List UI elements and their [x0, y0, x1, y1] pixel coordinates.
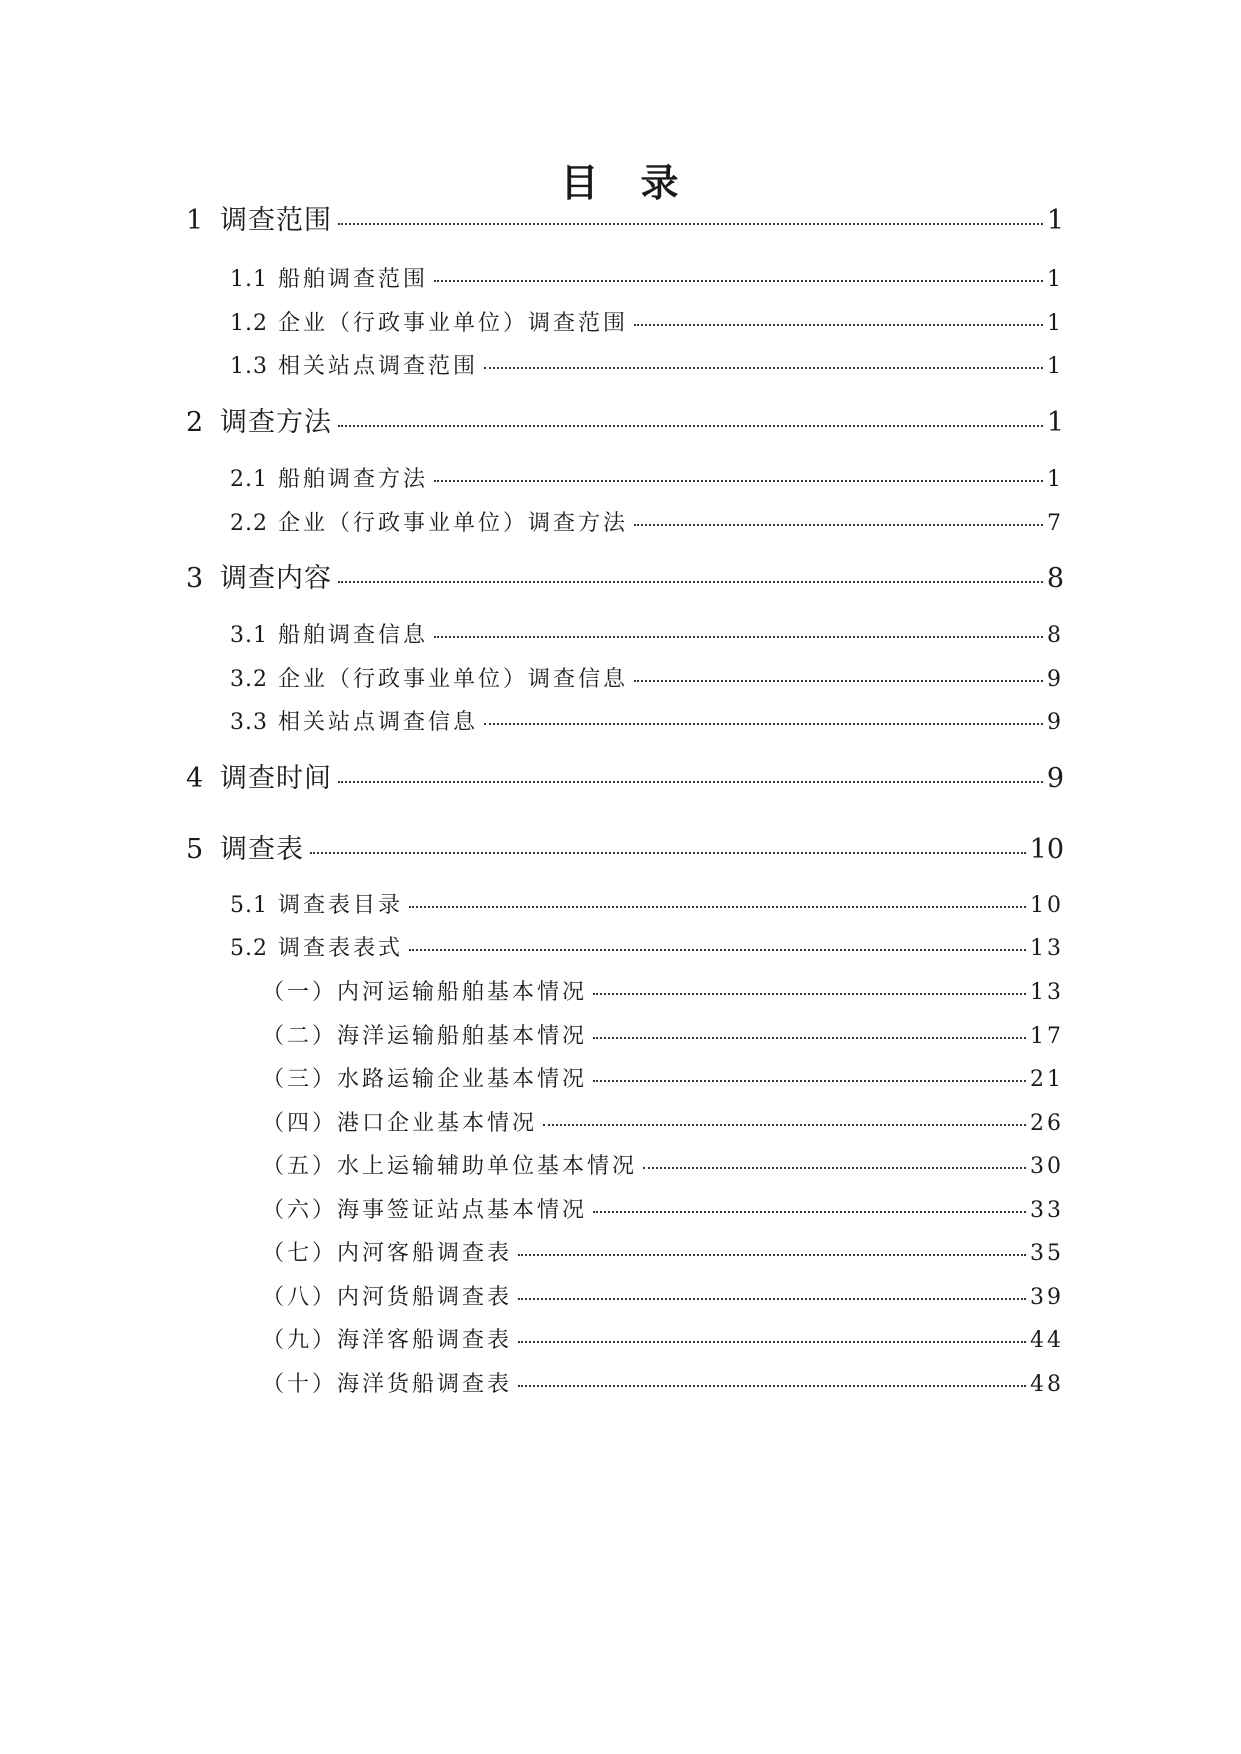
toc-entry-label: （八）内河货船调查表 — [262, 1285, 513, 1310]
toc-entry-label: （五）水上运输辅助单位基本情况 — [262, 1154, 638, 1179]
toc-entry-number: 1 — [186, 205, 204, 236]
toc-entry-label: 调查表 — [220, 834, 304, 865]
toc-entry-page: 1 — [1047, 354, 1064, 379]
toc-entry-page: 13 — [1030, 936, 1064, 961]
toc-entry-3-1[interactable] — [230, 621, 1064, 651]
toc-entry-label: 调查方法 — [220, 407, 332, 438]
toc-entry-5[interactable] — [186, 832, 1064, 868]
dot-leader — [409, 949, 1026, 951]
toc-entry-number: 4 — [186, 763, 204, 794]
toc-entry-3-2[interactable] — [230, 665, 1064, 695]
toc-entry-1-2[interactable] — [230, 309, 1064, 339]
toc-entry-page: 10 — [1029, 834, 1064, 865]
dot-leader — [518, 1298, 1026, 1300]
toc-entry-form-3[interactable] — [262, 1065, 1064, 1095]
toc-entry-number: 3.2 — [230, 667, 268, 692]
toc-entry-label: （三）水路运输企业基本情况 — [262, 1067, 588, 1092]
toc-entry-page: 1 — [1047, 467, 1064, 492]
toc-entry-page: 7 — [1047, 511, 1064, 536]
dot-leader — [518, 1341, 1026, 1343]
toc-entry-1-3[interactable] — [230, 352, 1064, 382]
dot-leader — [593, 1211, 1026, 1213]
toc-entry-label: 企业（行政事业单位）调查范围 — [278, 311, 629, 336]
toc-entry-page: 33 — [1030, 1198, 1064, 1223]
toc-entry-page: 13 — [1030, 980, 1064, 1005]
toc-entry-form-10[interactable] — [262, 1370, 1064, 1400]
toc-entry-page: 17 — [1030, 1024, 1064, 1049]
dot-leader — [484, 723, 1043, 725]
toc-entry-2[interactable] — [186, 405, 1064, 441]
toc-entry-label: 船舶调查范围 — [278, 267, 429, 292]
toc-entry-number: 2.2 — [230, 511, 268, 536]
toc-entry-label: （六）海事签证站点基本情况 — [262, 1198, 588, 1223]
toc-entry-label: （七）内河客船调查表 — [262, 1241, 513, 1266]
toc-entry-number: 1.2 — [230, 311, 268, 336]
toc-entry-label: 企业（行政事业单位）调查方法 — [278, 511, 629, 536]
toc-entry-label: 相关站点调查信息 — [278, 710, 479, 735]
toc-entry-label: （二）海洋运输船舶基本情况 — [262, 1024, 588, 1049]
toc-entry-3-3[interactable] — [230, 708, 1064, 738]
dot-leader — [643, 1167, 1026, 1169]
toc-entry-1-1[interactable] — [230, 265, 1064, 295]
dot-leader — [518, 1385, 1026, 1387]
toc-entry-form-6[interactable] — [262, 1196, 1064, 1226]
toc-entry-4[interactable] — [186, 761, 1064, 797]
toc-entry-page: 35 — [1030, 1241, 1064, 1266]
dot-leader — [593, 1080, 1026, 1082]
toc-entry-2-2[interactable] — [230, 509, 1064, 539]
toc-entry-page: 21 — [1030, 1067, 1064, 1092]
toc-entry-page: 1 — [1046, 205, 1064, 236]
toc-entry-page: 8 — [1046, 563, 1064, 594]
toc-entry-page: 9 — [1046, 763, 1064, 794]
dot-leader — [634, 680, 1043, 682]
toc-entry-number: 1.3 — [230, 354, 268, 379]
toc-entry-number: 2.1 — [230, 467, 268, 492]
toc-entry-form-1[interactable] — [262, 978, 1064, 1008]
toc-entry-number: 5 — [186, 834, 204, 865]
toc-entry-number: 3 — [186, 563, 204, 594]
dot-leader — [634, 524, 1043, 526]
toc-entry-label: 企业（行政事业单位）调查信息 — [278, 667, 629, 692]
dot-leader — [634, 324, 1043, 326]
toc-entry-2-1[interactable] — [230, 465, 1064, 495]
dot-leader — [338, 425, 1043, 427]
toc-entry-label: （一）内河运输船舶基本情况 — [262, 980, 588, 1005]
dot-leader — [338, 581, 1043, 583]
toc-entry-number: 3.3 — [230, 710, 268, 735]
toc-entry-page: 10 — [1030, 893, 1064, 918]
toc-entry-form-2[interactable] — [262, 1022, 1064, 1052]
toc-entry-page: 9 — [1047, 667, 1064, 692]
toc-entry-page: 1 — [1046, 407, 1064, 438]
toc-entry-form-8[interactable] — [262, 1283, 1064, 1313]
toc-entry-form-5[interactable] — [262, 1152, 1064, 1182]
toc-entry-label: 相关站点调查范围 — [278, 354, 479, 379]
dot-leader — [518, 1254, 1026, 1256]
dot-leader — [310, 852, 1026, 854]
toc-entry-page: 1 — [1047, 267, 1064, 292]
toc-entry-page: 8 — [1047, 623, 1064, 648]
toc-entry-label: （四）港口企业基本情况 — [262, 1111, 538, 1136]
toc-entry-label: （十）海洋货船调查表 — [262, 1372, 513, 1397]
dot-leader — [434, 480, 1043, 482]
toc-entry-number: 5.1 — [230, 893, 268, 918]
dot-leader — [484, 367, 1043, 369]
toc-entry-page: 39 — [1030, 1285, 1064, 1310]
toc-entry-page: 9 — [1047, 710, 1064, 735]
dot-leader — [434, 636, 1043, 638]
page-title: 目 录 — [560, 161, 681, 205]
toc-entry-label: 船舶调查信息 — [278, 623, 429, 648]
dot-leader — [338, 223, 1043, 225]
dot-leader — [593, 993, 1026, 995]
toc-entry-5-2[interactable] — [230, 934, 1064, 964]
toc-entry-label: 调查内容 — [220, 563, 332, 594]
dot-leader — [543, 1124, 1026, 1126]
toc-entry-page: 26 — [1030, 1111, 1064, 1136]
toc-entry-page: 1 — [1047, 311, 1064, 336]
toc-entry-label: 调查表表式 — [278, 936, 404, 961]
toc-entry-page: 30 — [1030, 1154, 1064, 1179]
dot-leader — [409, 906, 1026, 908]
toc-entry-page: 44 — [1030, 1328, 1064, 1353]
dot-leader — [593, 1037, 1026, 1039]
toc-entry-5-1[interactable] — [230, 891, 1064, 921]
toc-entry-number: 3.1 — [230, 623, 268, 648]
toc-entry-number: 1.1 — [230, 267, 268, 292]
toc-entry-number: 5.2 — [230, 936, 268, 961]
toc-entry-form-4[interactable] — [262, 1109, 1064, 1139]
toc-entry-1[interactable] — [186, 203, 1064, 239]
toc-entry-label: （九）海洋客船调查表 — [262, 1328, 513, 1353]
dot-leader — [338, 781, 1043, 783]
toc-entry-label: 调查范围 — [220, 205, 332, 236]
toc-entry-label: 调查表目录 — [278, 893, 404, 918]
toc-entry-page: 48 — [1030, 1372, 1064, 1397]
toc-entry-3[interactable] — [186, 561, 1064, 597]
toc-entry-form-7[interactable] — [262, 1239, 1064, 1269]
dot-leader — [434, 280, 1043, 282]
toc-entry-form-9[interactable] — [262, 1326, 1064, 1356]
toc-entry-number: 2 — [186, 407, 204, 438]
toc-entry-label: 调查时间 — [220, 763, 332, 794]
toc-entry-label: 船舶调查方法 — [278, 467, 429, 492]
